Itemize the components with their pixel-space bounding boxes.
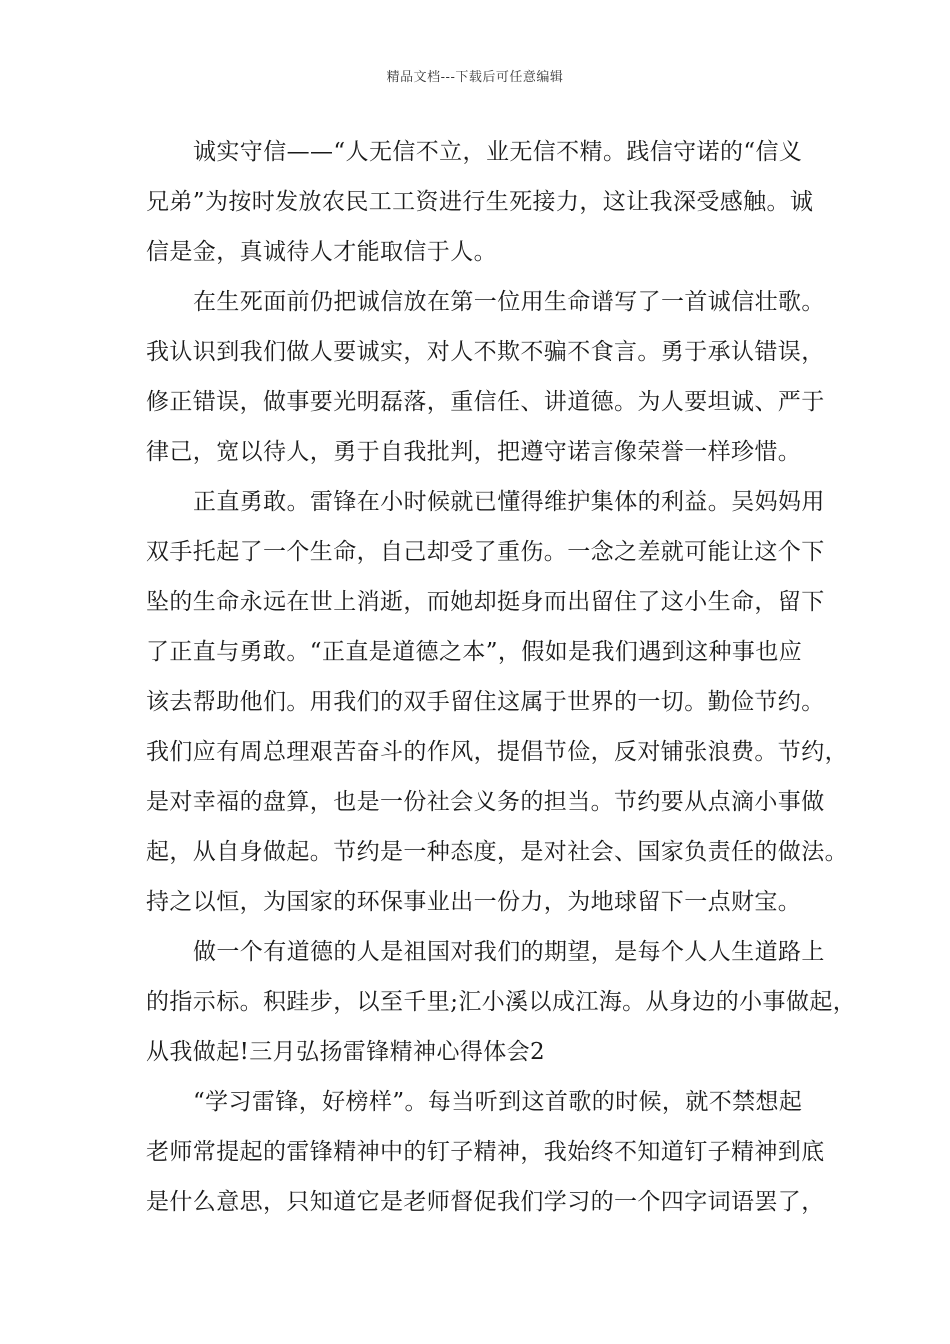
paragraph-line: “学习雷锋，好榜样”。每当听到这首歌的时候，就不禁想起: [193, 1089, 803, 1115]
paragraph-line: 起，从自身做起。节约是一种态度，是对社会、国家负责任的做法。: [146, 839, 848, 865]
paragraph-line: 修正错误，做事要光明磊落，重信任、讲道德。为人要坦诚、严于: [146, 389, 825, 415]
paragraph-line: 双手托起了一个生命，自己却受了重伤。一念之差就可能让这个下: [146, 539, 825, 565]
paragraph-line: 兄弟”为按时发放农民工工资进行生死接力，这让我深受感触。诚: [146, 189, 814, 215]
paragraph-line: 做一个有道德的人是祖国对我们的期望，是每个人人生道路上: [193, 939, 825, 965]
paragraph-line: 从我做起!三月弘扬雷锋精神心得体会2: [146, 1039, 546, 1065]
paragraph-line: 律己，宽以待人，勇于自我批判，把遵守诺言像荣誉一样珍惜。: [146, 439, 802, 465]
paragraph-line: 该去帮助他们。用我们的双手留住这属于世界的一切。勤俭节约。: [146, 689, 825, 715]
paragraph-line: 老师常提起的雷锋精神中的钉子精神，我始终不知道钉子精神到底: [146, 1139, 825, 1165]
paragraph-line: 是什么意思，只知道它是老师督促我们学习的一个四字词语罢了，: [146, 1189, 825, 1215]
paragraph-line: 正直勇敢。雷锋在小时候就已懂得维护集体的利益。吴妈妈用: [193, 489, 825, 515]
page-header: 精品文档---下载后可任意编辑: [386, 70, 564, 85]
paragraph-line: 是对幸福的盘算，也是一份社会义务的担当。节约要从点滴小事做: [146, 789, 825, 815]
paragraph-line: 坠的生命永远在世上消逝，而她却挺身而出留住了这小生命，留下: [146, 589, 825, 615]
paragraph-line: 了正直与勇敢。“正直是道德之本”，假如是我们遇到这种事也应: [146, 639, 803, 665]
paragraph-line: 我们应有周总理艰苦奋斗的作风，提倡节俭，反对铺张浪费。节约，: [146, 739, 848, 765]
paragraph-line: 持之以恒，为国家的环保事业出一份力，为地球留下一点财宝。: [146, 889, 802, 915]
paragraph-line: 在生死面前仍把诚信放在第一位用生命谱写了一首诚信壮歌。: [193, 289, 825, 315]
paragraph-line: 我认识到我们做人要诚实，对人不欺不骗不食言。勇于承认错误，: [146, 339, 825, 365]
document-body: [146, 127, 857, 1227]
paragraph-line: 的指示标。积跬步，以至千里;汇小溪以成江海。从身边的小事做起，: [146, 989, 857, 1015]
paragraph-line: 诚实守信——“人无信不立，业无信不精。践信守诺的“信义: [193, 139, 803, 165]
paragraph-line: 信是金，真诚待人才能取信于人。: [146, 239, 497, 265]
